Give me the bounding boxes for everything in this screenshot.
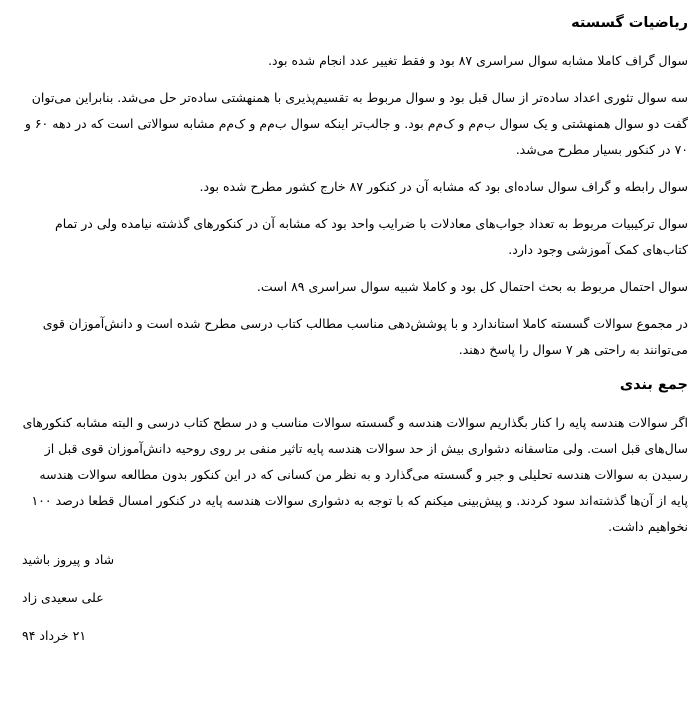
section-heading: ریاضیات گسسته [571, 15, 688, 31]
publish-date: ۲۱ خرداد ۹۴ [22, 628, 87, 643]
section-discrete-math [18, 12, 688, 363]
closing-line: شاد و پیروز باشید [22, 552, 115, 567]
paragraph: سوال گراف کاملا مشابه سوال سراسری ۸۷ بود و فقط تغییر عدد انجام شده بود. [268, 53, 688, 68]
paragraph: سه سوال تئوری اعداد ساده‌تر از سال قبل بود و سوال مربوط به تقسیم‌پذیری با همنهشتی ساده‌تر حل می‌شد. بنابراین می‌توان گفت دو سوال همنهشتی و یک سوال ب‌م‌م و ک‌م‌م بود. و جالب‌تر اینکه سوال ب‌م‌م و ک‌م‌م مشابه سوالاتی است که در دهه ۶۰ و ۷۰ در کنکور بسیار مطرح می‌شد. [24, 90, 688, 157]
paragraph: سوال احتمال مربوط به بحث احتمال کل بود و کاملا شبیه سوال سراسری ۸۹ است. [256, 279, 688, 294]
section-heading: جمع بندی [619, 377, 688, 393]
paragraph: سوال رابطه و گراف سوال ساده‌ای بود که مشابه آن در کنکور ۸۷ خارج کشور مطرح شده بود. [199, 179, 688, 194]
author-name: علی سعیدی زاد [22, 590, 104, 605]
paragraph: اگر سوالات هندسه پایه را کنار بگذاریم سوالات هندسه و گسسته سوالات مناسب و در سطح کتاب درسی و البته مشابه کنکورهای سال‌های قبل است. ولی متاسفانه دشواری بیش از حد سوالات هندسه پایه تاثیر منفی بر روی روحیه دانش‌آموزان قوی قبل از رسیدن به سوالات هندسه تحلیلی و جبر و گسسته می‌گذارد و به نظر من کسانی که در این کنکور بدون مطالعه سوالات هندسه پایه از آن‌ها گذشته‌اند سود کردند. و پیش‌بینی میکنم که با توجه به دشواری سوالات هندسه پایه در کنکور امسال قطعا درصد ۱۰۰ نخواهیم داشت. [22, 415, 688, 534]
paragraph: در مجموع سوالات گسسته کاملا استاندارد و با پوشش‌دهی مناسب مطالب کتاب درسی مطرح شده است و دانش‌آموزان قوی می‌توانند به راحتی هر ۷ سوال را پاسخ دهند. [42, 316, 688, 357]
signature-block [22, 547, 114, 661]
section-summary [18, 374, 688, 540]
paragraph: سوال ترکیبیات مربوط به تعداد جواب‌های معادلات با ضرایب واحد بود که مشابه آن در کنکورهای گذشته نیامده ولی در تمام کتاب‌های کمک آموزشی وجود دارد. [55, 216, 688, 257]
